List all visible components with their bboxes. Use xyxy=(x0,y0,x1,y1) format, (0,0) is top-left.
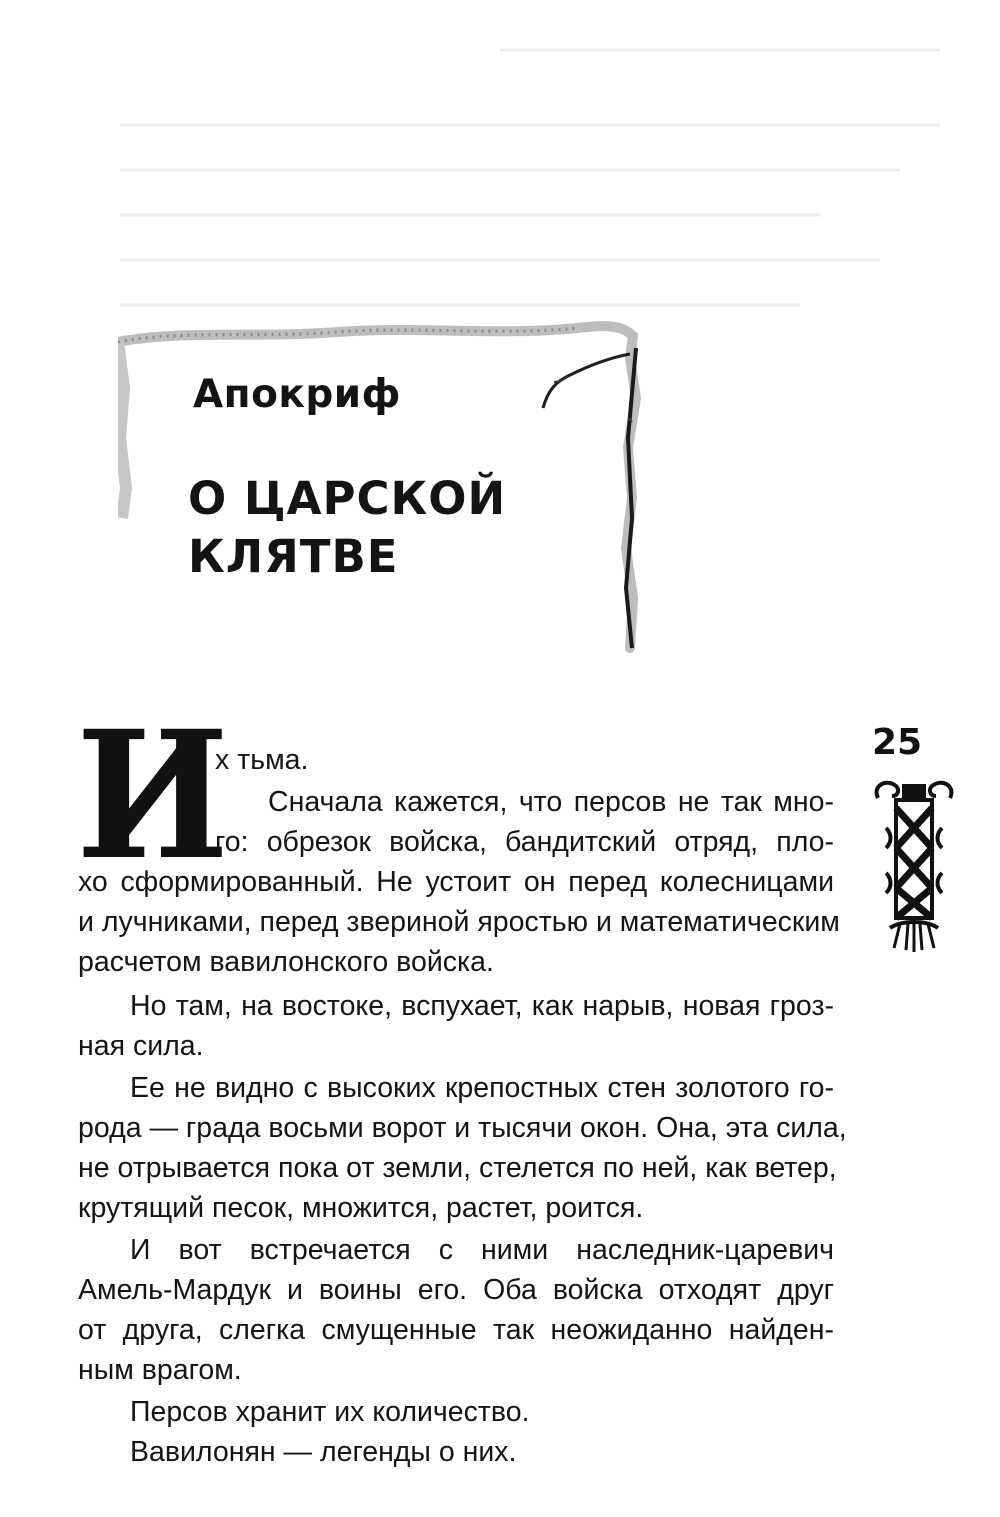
text-line-8: ная сила. xyxy=(78,1030,204,1062)
text-line-3: го: обрезок войска, бандитский отряд, пло- xyxy=(215,826,834,858)
text-line-11: не отрывается пока от земли, стелется по ней, как ветер, xyxy=(78,1152,837,1184)
text-line-9: Ее не видно с высоких крепостных стен золотого го- xyxy=(130,1072,834,1104)
text-line-12: крутящий песок, множится, растет, роится. xyxy=(78,1192,644,1224)
text-line-14: Амель-Мардук и воины его. Оба войска отходят друг xyxy=(78,1274,834,1306)
chapter-title xyxy=(188,470,588,586)
text-line-16: ным врагом. xyxy=(78,1354,242,1386)
drop-cap: И xyxy=(76,692,229,899)
text-line-15: от друга, слегка смущенные так неожиданно найден- xyxy=(78,1314,834,1346)
celtic-knot-ornament-icon xyxy=(872,778,956,956)
text-line-13: И вот встречается с ними наследник-царевич xyxy=(130,1234,834,1266)
text-line-2: Сначала кажется, что персов не так мно- xyxy=(268,786,834,818)
text-line-18: Вавилонян — легенды о них. xyxy=(130,1436,517,1468)
section-label: Апокриф xyxy=(193,372,401,417)
chapter-title-line-1: О ЦАРСКОЙ xyxy=(188,472,507,525)
chapter-title-line-2: КЛЯТВЕ xyxy=(188,530,399,583)
text-line-4: хо сформированный. Не устоит он перед колесницами xyxy=(78,866,834,898)
bleed-through-lines xyxy=(60,20,960,320)
text-line-7: Но там, на востоке, вспухает, как нарыв, новая гроз- xyxy=(130,990,834,1022)
text-line-17: Персов хранит их количество. xyxy=(130,1396,530,1428)
text-line-5: и лучниками, перед звериной яростью и математическим xyxy=(78,906,840,938)
text-line-1: х тьма. xyxy=(215,744,309,776)
page-number: 25 xyxy=(872,722,923,763)
text-line-10: рода — града восьми ворот и тысячи окон. Она, эта сила, xyxy=(78,1112,847,1144)
text-line-6: расчетом вавилонского войска. xyxy=(78,946,494,978)
